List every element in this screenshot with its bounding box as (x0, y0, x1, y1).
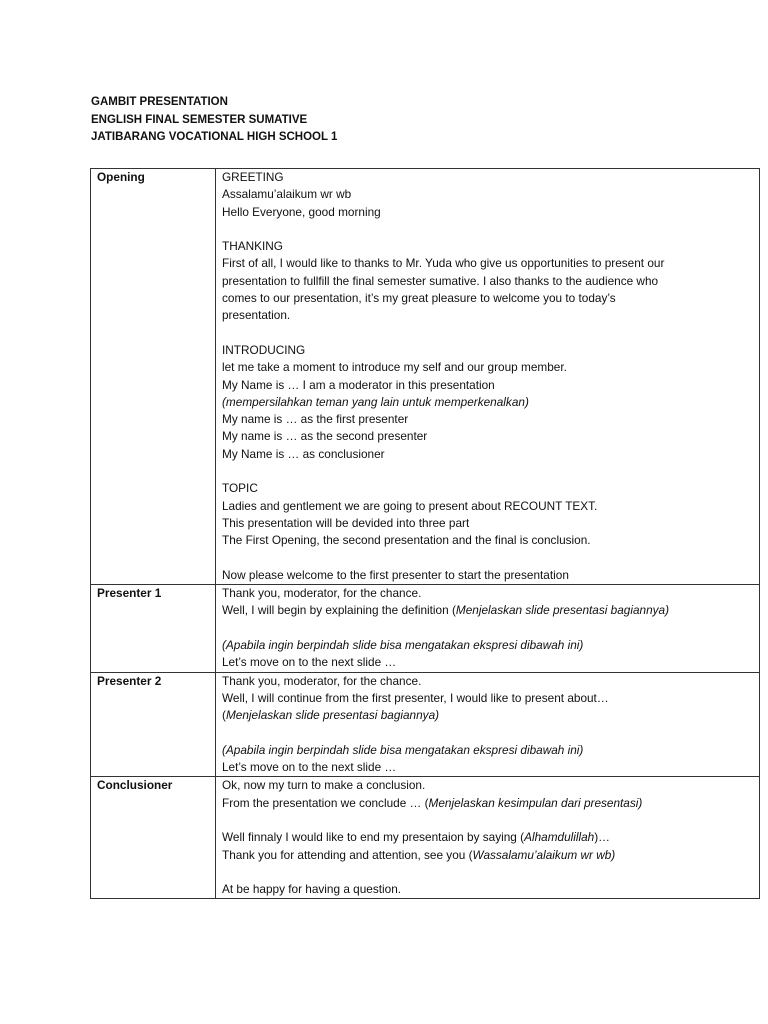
text-line: Hello Everyone, good morning (222, 204, 381, 219)
text-line: comes to our presentation, it’s my great pleasure to welcome you to today’s (222, 291, 616, 306)
table-row-conclusioner (91, 777, 760, 899)
text-line: Let’s move on to the next slide … (222, 760, 397, 775)
row-label-conclusioner: Conclusioner (91, 777, 216, 899)
text-line: Ladies and gentlement we are going to present about RECOUNT TEXT. (222, 498, 598, 513)
table-row-presenter-1 (91, 585, 760, 672)
text-line: My name is … as the second presenter (222, 429, 428, 444)
text-line: My Name is … as conclusioner (222, 446, 385, 461)
text-line: presentation to fullfill the final semester sumative. I also thanks to the audience who (222, 273, 659, 288)
row-label-presenter-1: Presenter 1 (91, 585, 216, 672)
text-line: (Menjelaskan slide presentasi bagiannya) (222, 708, 440, 723)
text-line: First of all, I would like to thanks to Mr. Yuda who give us opportunities to present our (222, 256, 665, 271)
gambit-table (90, 168, 760, 899)
text-line-italic: (mempersilahkan teman yang lain untuk memperkenalkan) (222, 394, 529, 409)
doc-school: JATIBARANG VOCATIONAL HIGH SCHOOL 1 (91, 131, 338, 143)
text-line: Let’s move on to the next slide … (222, 655, 397, 670)
presenter-1-content (216, 585, 760, 672)
text-line: Assalamu’alaikum wr wb (222, 187, 352, 202)
text-line: At be happy for having a question. (222, 882, 402, 897)
doc-subtitle: ENGLISH FINAL SEMESTER SUMATIVE (91, 113, 308, 126)
text-line: let me take a moment to introduce my self and our group member. (222, 360, 567, 375)
text-line: The First Opening, the second presentation and the final is conclusion. (222, 533, 591, 548)
table-row-presenter-2 (91, 672, 760, 777)
opening-content (216, 169, 760, 585)
text-line: My Name is … I am a moderator in this presentation (222, 377, 495, 392)
text-line: presentation. (222, 308, 291, 323)
text-line: My name is … as the first presenter (222, 412, 409, 427)
text-line: Thank you, moderator, for the chance. (222, 586, 422, 601)
text-line: Well finnaly I would like to end my presentaion by saying (Alhamdulillah)… (222, 830, 610, 845)
text-line: Well, I will continue from the first presenter, I would like to present about… (222, 690, 609, 705)
text-line-italic: (Apabila ingin berpindah slide bisa mengatakan ekspresi dibawah ini) (222, 742, 584, 757)
presenter-2-content (216, 672, 760, 777)
thanking-heading: THANKING (222, 239, 283, 254)
text-line: This presentation will be devided into three part (222, 515, 470, 530)
doc-title: GAMBIT PRESENTATION (91, 96, 228, 108)
row-label-presenter-2: Presenter 2 (91, 672, 216, 777)
table-row-opening (91, 169, 760, 585)
greeting-heading: GREETING (222, 170, 284, 184)
row-label-opening: Opening (91, 169, 216, 585)
text-line: Ok, now my turn to make a conclusion. (222, 778, 426, 793)
introducing-heading: INTRODUCING (222, 342, 306, 357)
text-line: From the presentation we conclude … (Menjelaskan kesimpulan dari presentasi) (222, 795, 643, 810)
text-line: Well, I will begin by explaining the definition (Menjelaskan slide presentasi bagiannya) (222, 603, 670, 618)
document-header (91, 94, 337, 147)
conclusioner-content (216, 777, 760, 899)
text-line: Thank you for attending and attention, see you (Wassalamu’alaikum wr wb) (222, 847, 616, 862)
text-line: Now please welcome to the first presenter to start the presentation (222, 567, 569, 582)
text-line-italic: (Apabila ingin berpindah slide bisa mengatakan ekspresi dibawah ini) (222, 638, 584, 653)
text-line: Thank you, moderator, for the chance. (222, 673, 422, 688)
topic-heading: TOPIC (222, 481, 258, 496)
